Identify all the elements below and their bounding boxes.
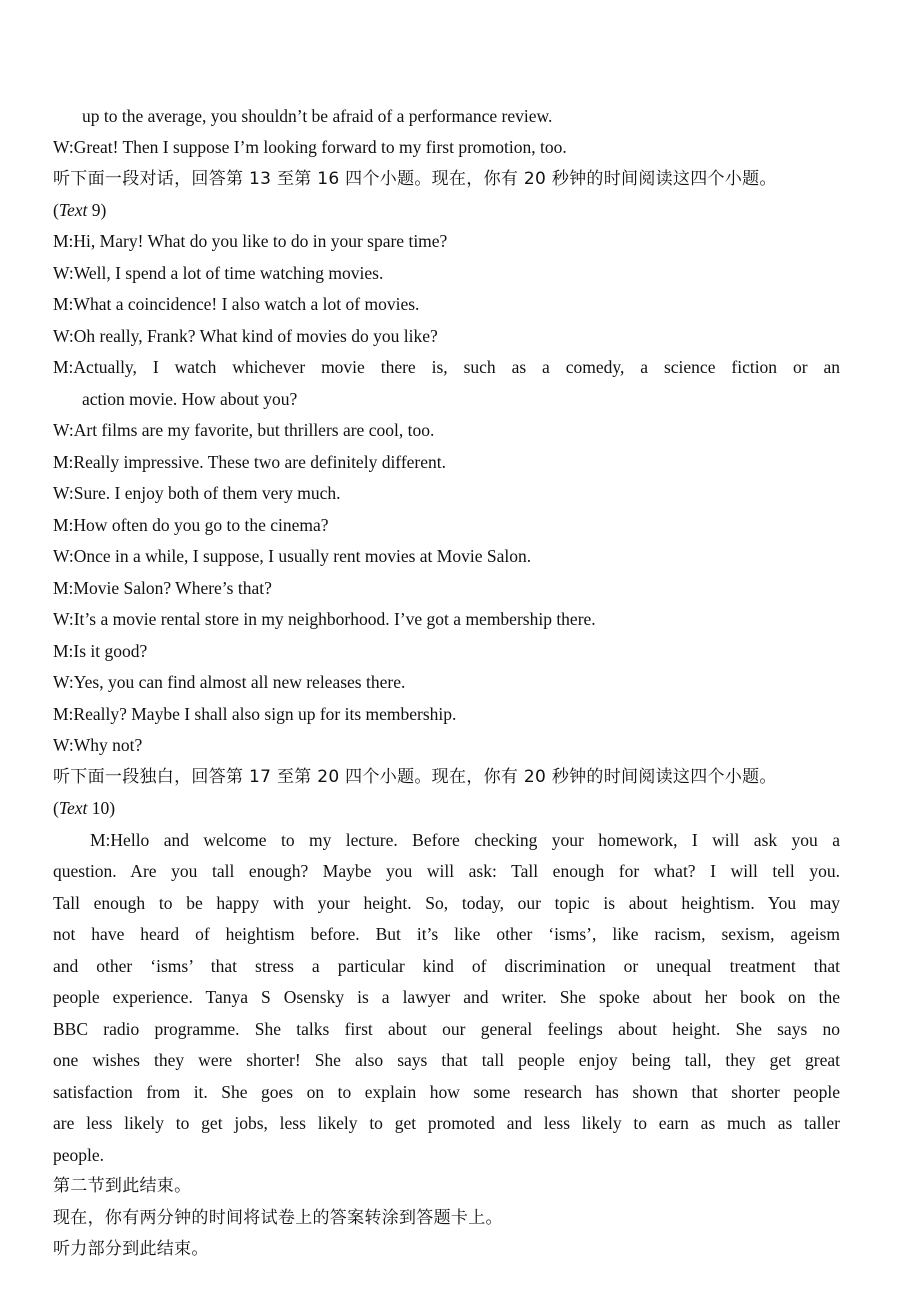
dialogue-line: action movie. How about you? (82, 389, 298, 409)
section9-label (53, 199, 840, 221)
closing-line-1: 第二节到此结束。 (53, 1176, 192, 1196)
section9-label-italic: Text (58, 200, 88, 220)
closing-line-2: 现在，你有两分钟的时间将试卷上的答案转涂到答题卡上。 (53, 1208, 503, 1228)
dialogue-line: M:Hi, Mary! What do you like to do in your spare time? (53, 231, 448, 251)
dialogue-line: M:Is it good? (53, 641, 148, 661)
dialogue-line: W:Well, I spend a lot of time watching movies. (53, 263, 384, 283)
monologue-line: question. Are you tall enough? Maybe you will ask: Tall enough for what? I will tell you. (53, 861, 840, 881)
monologue-line: BBC radio programme. She talks first about our general feelings about height. She says no (53, 1019, 840, 1039)
dialogue-line: M:Really? Maybe I shall also sign up for its membership. (53, 704, 457, 724)
monologue-line: M:Hello and welcome to my lecture. Before checking your homework, I will ask you a (90, 830, 840, 850)
intro-line-2: W:Great! Then I suppose I’m looking forward to my first promotion, too. (53, 137, 567, 157)
dialogue-line: M:Movie Salon? Where’s that? (53, 578, 272, 598)
dialogue-line: W:Sure. I enjoy both of them very much. (53, 483, 341, 503)
section10-instruction: 听下面一段独白，回答第 17 至第 20 四个小题。现在，你有 20 秒钟的时间阅读这四个小题。 (53, 767, 777, 787)
dialogue-line: W:Yes, you can find almost all new releases there. (53, 672, 406, 692)
intro-line-1: up to the average, you shouldn’t be afraid of a performance review. (82, 106, 553, 126)
dialogue-line: M:How often do you go to the cinema? (53, 515, 329, 535)
monologue-line: Tall enough to be happy with your height. So, today, our topic is about heightism. You may (53, 893, 840, 913)
dialogue-line: W:Art films are my favorite, but thrillers are cool, too. (53, 420, 435, 440)
closing-line-3: 听力部分到此结束。 (53, 1239, 209, 1259)
dialogue-line: W:It’s a movie rental store in my neighborhood. I’ve got a membership there. (53, 609, 596, 629)
section10-label-italic: Text (58, 798, 88, 818)
dialogue-line: W:Once in a while, I suppose, I usually rent movies at Movie Salon. (53, 546, 532, 566)
monologue-line: one wishes they were shorter! She also says that tall people enjoy being tall, they get great (53, 1050, 840, 1070)
section10-label (53, 797, 840, 819)
monologue-line: not have heard of heightism before. But it’s like other ‘isms’, like racism, sexism, ageism (53, 924, 840, 944)
dialogue-line: W:Oh really, Frank? What kind of movies do you like? (53, 326, 438, 346)
monologue-line: people. (53, 1145, 105, 1165)
section10-label-rest: 10) (87, 798, 116, 818)
dialogue-line: M:Really impressive. These two are definitely different. (53, 452, 446, 472)
dialogue-line: M:Actually, I watch whichever movie there is, such as a comedy, a science fiction or an (53, 357, 840, 377)
monologue-line: people experience. Tanya S Osensky is a lawyer and writer. She spoke about her book on the (53, 987, 840, 1007)
section9-label-prefix: ( (53, 200, 59, 220)
dialogue-line: M:What a coincidence! I also watch a lot of movies. (53, 294, 420, 314)
dialogue-line: W:Why not? (53, 735, 143, 755)
monologue-line: are less likely to get jobs, less likely to get promoted and less likely to earn as much as taller (53, 1113, 840, 1133)
section9-instruction: 听下面一段对话，回答第 13 至第 16 四个小题。现在，你有 20 秒钟的时间阅读这四个小题。 (53, 169, 777, 189)
monologue-line: and other ‘isms’ that stress a particular kind of discrimination or unequal treatment that (53, 956, 840, 976)
section9-label-rest: 9) (87, 200, 107, 220)
section10-label-prefix: ( (53, 798, 59, 818)
monologue-line: satisfaction from it. She goes on to explain how some research has shown that shorter people (53, 1082, 840, 1102)
